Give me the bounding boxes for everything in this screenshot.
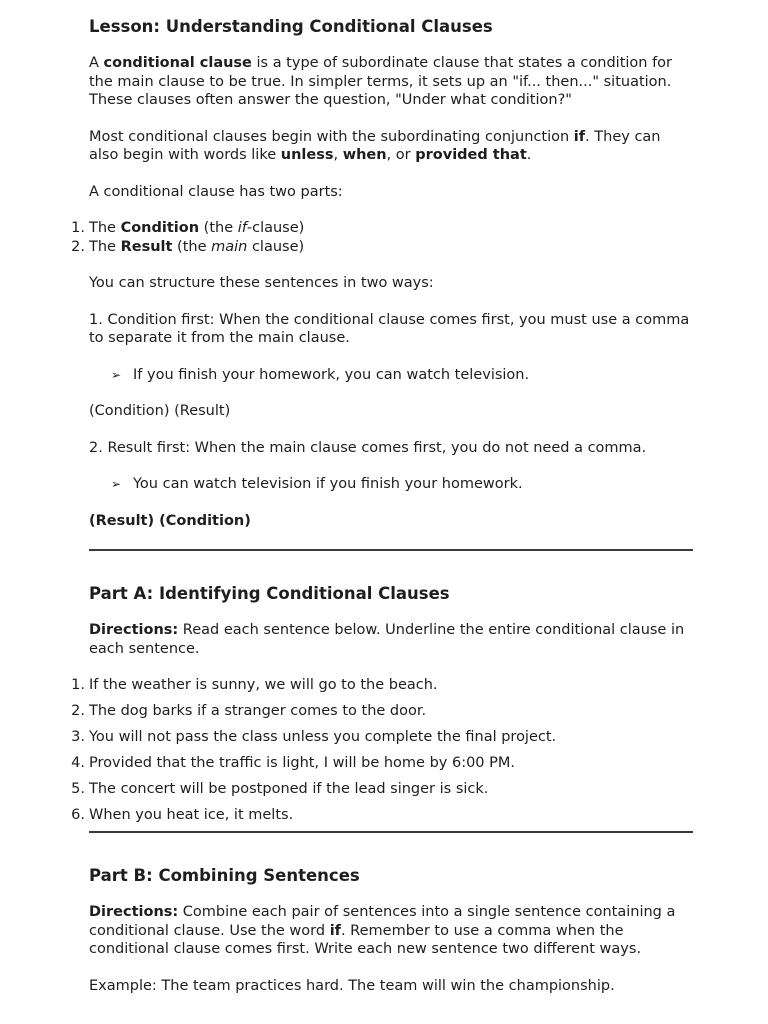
term-unless: unless: [280, 147, 334, 163]
section-divider: [89, 549, 693, 551]
list-item: 1. The Condition (the if-clause): [71, 220, 305, 236]
list-item: 4. Provided that the traffic is light, I will be home by 6:00 PM.: [71, 755, 516, 771]
lesson-title: Lesson: Understanding Conditional Clauses: [89, 17, 493, 36]
term-conditional-clause: conditional clause: [103, 55, 252, 71]
section-divider: [89, 831, 693, 833]
structure-intro: You can structure these sentences in two ways:: [89, 275, 434, 291]
part-a-title: Part A: Identifying Conditional Clauses: [89, 584, 450, 603]
arrow-bullet-icon: ➢: [111, 477, 122, 491]
list-item: 2. The dog barks if a stranger comes to the door.: [71, 703, 427, 719]
example-condition-first: ➢ If you finish your homework, you can watch television.: [111, 366, 530, 383]
list-item: 1. If the weather is sunny, we will go to the beach.: [71, 677, 438, 693]
structure-way-2: 2. Result first: When the main clause comes first, you do not need a comma.: [89, 439, 647, 456]
part-b-example: Example: The team practices hard. The team will win the championship.: [89, 977, 615, 994]
part-b-directions: Directions: Combine each pair of sentences into a single sentence containing a conditional clause. Use the word if. Remember to use a comma when the conditional clause comes first. Write each new sentence two different ways.: [89, 904, 676, 957]
term-provided-that: provided that: [415, 147, 527, 163]
part-b-title: Part B: Combining Sentences: [89, 866, 360, 885]
part-a-sentence-list: [71, 676, 694, 824]
list-item: 2. The Result (the main clause): [71, 238, 305, 255]
intro-paragraph-conjunctions: Most conditional clauses begin with the subordinating conjunction if. They can also begin with words like unless, when, or provided that.: [89, 128, 661, 163]
arrow-bullet-icon: ➢: [111, 367, 122, 382]
example-label-2: (Result) (Condition): [89, 512, 251, 529]
example-result-first: ➢ You can watch television if you finish your homework.: [111, 476, 523, 492]
clause-parts-list: [71, 219, 694, 256]
intro-paragraph-definition: A conditional clause is a type of subordinate clause that states a condition for the main clause to be true. In simpler terms, it sets up an "if... then..." situation. These clauses often answer the question, "Under what condition?": [89, 55, 673, 108]
structure-way-1: 1. Condition first: When the conditional clause comes first, you must use a comma to separate it from the main clause.: [89, 311, 690, 346]
part-a-directions: Directions: Read each sentence below. Underline the entire conditional clause in each sentence.: [89, 622, 685, 657]
list-item: 6. When you heat ice, it melts.: [71, 807, 294, 823]
term-if: if: [573, 128, 586, 145]
intro-paragraph-parts: A conditional clause has two parts:: [89, 183, 343, 200]
list-item: 3. You will not pass the class unless you complete the final project.: [71, 729, 557, 745]
term-when: when: [342, 147, 387, 163]
example-label-1: (Condition) (Result): [89, 403, 231, 419]
list-item: 5. The concert will be postponed if the lead singer is sick.: [71, 781, 489, 797]
